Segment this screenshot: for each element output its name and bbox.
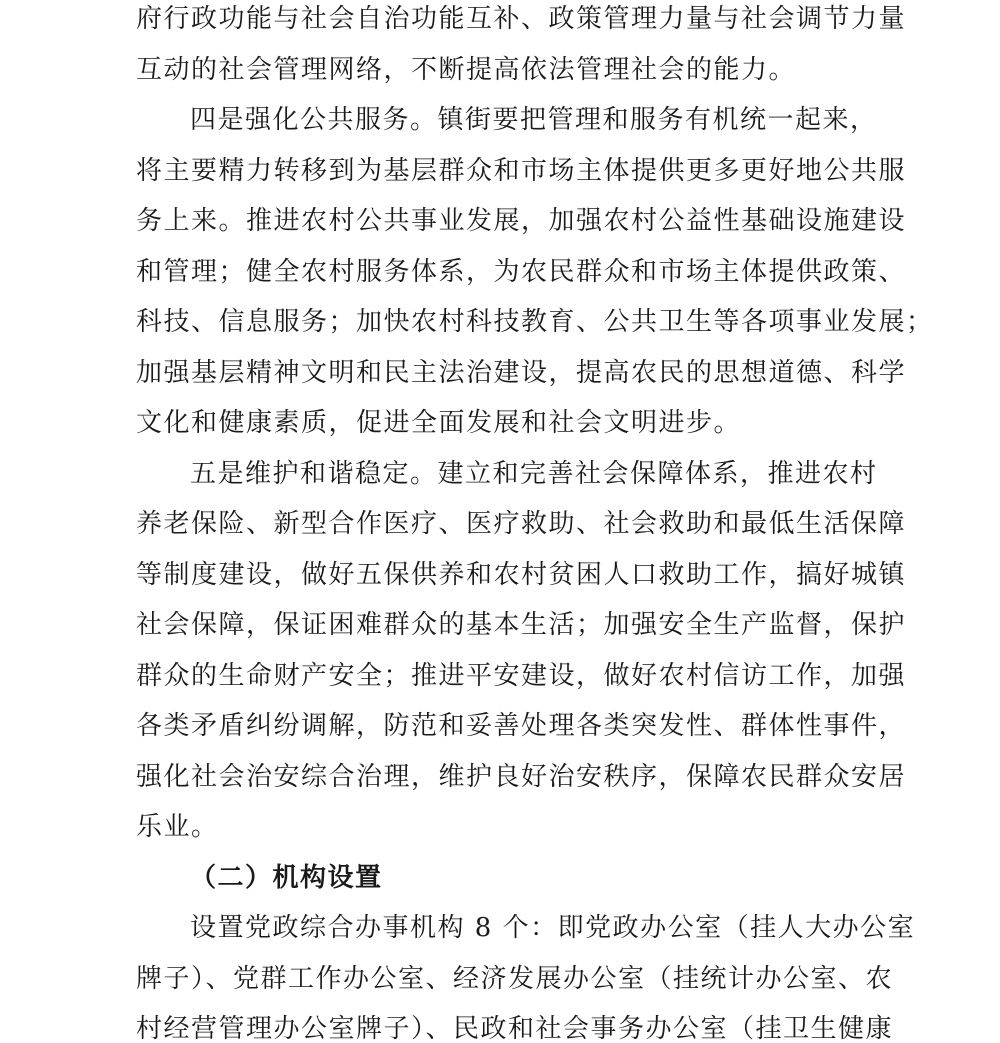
paragraph-line: 村经营管理办公室牌子）、民政和社会事务办公室（挂卫生健康 bbox=[136, 1014, 894, 1043]
paragraph-line: 牌子）、党群工作办公室、经济发展办公室（挂统计办公室、农 bbox=[136, 963, 894, 994]
paragraph-line: 等制度建设，做好五保供养和农村贫困人口救助工作，搞好城镇 bbox=[136, 559, 907, 590]
paragraph-line: 和管理；健全农村服务体系，为农民群众和市场主体提供政策、 bbox=[136, 256, 907, 287]
paragraph-line: 加强基层精神文明和民主法治建设，提高农民的思想道德、科学 bbox=[136, 357, 907, 388]
paragraph-line: 将主要精力转移到为基层群众和市场主体提供更多更好地公共服 bbox=[136, 155, 907, 186]
paragraph-line: 社会保障，保证困难群众的基本生活；加强安全生产监督，保护 bbox=[136, 610, 907, 640]
paragraph-line: 四是强化公共服务。镇街要把管理和服务有机统一起来， bbox=[190, 105, 878, 135]
paragraph-line: 强化社会治安综合治理，维护良好治安秩序，保障农民群众安居 bbox=[136, 761, 907, 792]
paragraph-line: 务上来。推进农村公共事业发展，加强农村公益性基础设施建设 bbox=[136, 206, 907, 236]
section-heading: （二）机构设置 bbox=[190, 862, 383, 893]
paragraph-line: 群众的生命财产安全；推进平安建设，做好农村信访工作，加强 bbox=[136, 660, 907, 691]
paragraph-line: 乐业。 bbox=[136, 812, 219, 842]
paragraph-line: 府行政功能与社会自治功能互补、政策管理力量与社会调节力量 bbox=[136, 4, 907, 34]
paragraph-line: 文化和健康素质，促进全面发展和社会文明进步。 bbox=[136, 408, 742, 438]
paragraph-line: 五是维护和谐稳定。建立和完善社会保障体系，推进农村 bbox=[190, 458, 878, 489]
document-body bbox=[136, 0, 934, 1043]
paragraph-line: 科技、信息服务；加快农村科技教育、公共卫生等各项事业发展； bbox=[136, 307, 934, 337]
paragraph-line: 各类矛盾纠纷调解，防范和妥善处理各类突发性、群体性事件， bbox=[136, 711, 907, 741]
paragraph-line: 养老保险、新型合作医疗、医疗救助、社会救助和最低生活保障 bbox=[136, 509, 907, 539]
paragraph-line: 互动的社会管理网络，不断提高依法管理社会的能力。 bbox=[136, 54, 797, 85]
paragraph-line: 设置党政综合办事机构 8 个：即党政办公室（挂人大办公室 bbox=[190, 913, 916, 943]
